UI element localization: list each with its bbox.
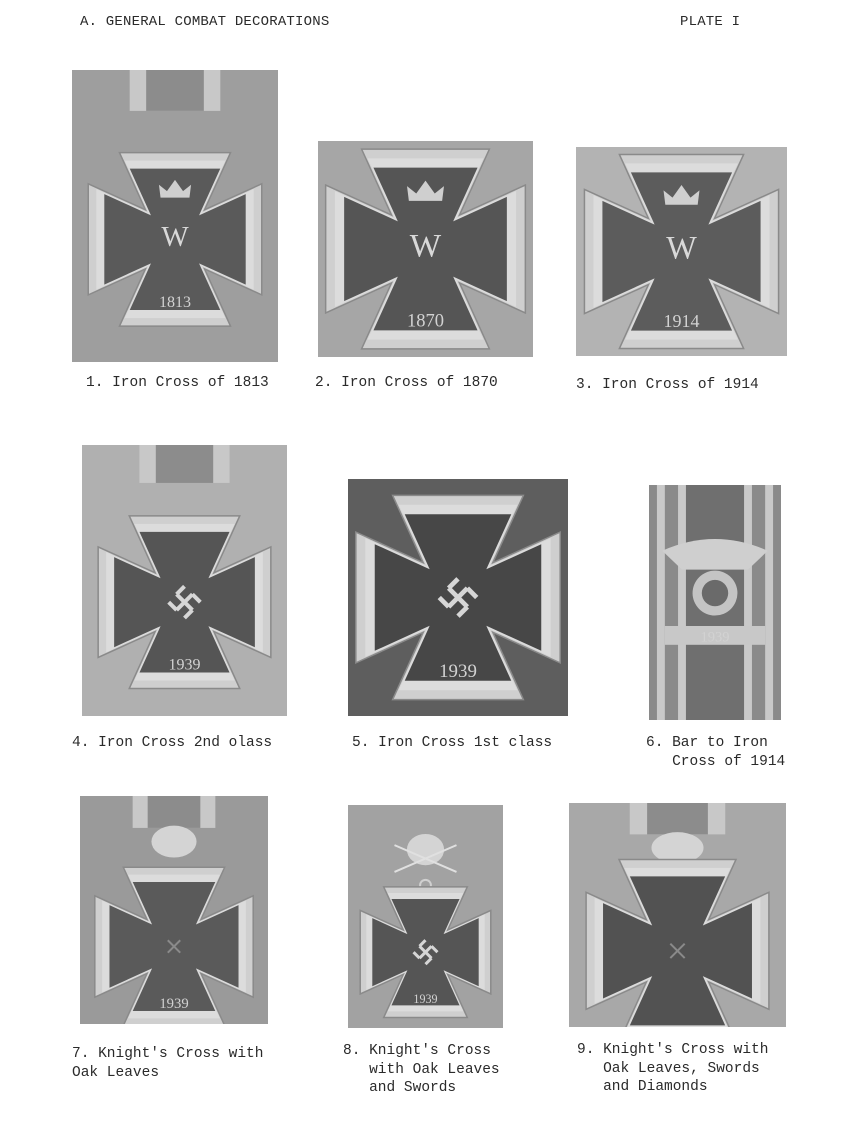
photo-knights-cross-oak-leaves-swords-diamonds bbox=[569, 803, 786, 1027]
photo-bar-to-iron-cross bbox=[649, 485, 781, 720]
year-mark: 1939 bbox=[700, 629, 730, 646]
oak-leaves-icon bbox=[151, 826, 196, 858]
caption-8: 8. Knight's Cross with Oak Leaves and Swords bbox=[343, 1043, 500, 1096]
photo-knights-cross-oak-leaves-swords bbox=[348, 805, 503, 1028]
year-mark: 1914 bbox=[663, 310, 700, 331]
caption-3: 3. Iron Cross of 1914 bbox=[576, 377, 759, 393]
photo-iron-cross-1st-class bbox=[348, 479, 568, 716]
caption-9: 9. Knight's Cross with Oak Leaves, Swords and Diamonds bbox=[577, 1042, 769, 1095]
caption-2: 2. Iron Cross of 1870 bbox=[315, 375, 498, 391]
year-mark: 1939 bbox=[159, 996, 189, 1013]
photo-knights-cross-oak-leaves bbox=[80, 796, 268, 1024]
caption-6: 6. Bar to Iron Cross of 1914 bbox=[646, 735, 786, 770]
section-title: A. GENERAL COMBAT DECORATIONS bbox=[80, 14, 330, 30]
year-mark: 1939 bbox=[168, 656, 201, 674]
year-mark: 1813 bbox=[158, 293, 192, 311]
svg-text:W: W bbox=[666, 229, 697, 266]
oak-leaves-icon bbox=[407, 834, 444, 865]
photo-iron-cross-2nd-class bbox=[82, 445, 287, 716]
year-mark: 1939 bbox=[413, 991, 438, 1006]
plate-number: PLATE I bbox=[680, 14, 741, 30]
caption-1: 1. Iron Cross of 1813 bbox=[86, 375, 269, 391]
photo-iron-cross-1870 bbox=[318, 141, 533, 357]
svg-text:W: W bbox=[409, 227, 442, 265]
year-mark: 1939 bbox=[439, 660, 477, 682]
year-mark: 1870 bbox=[407, 310, 444, 331]
caption-7: 7. Knight's Cross with Oak Leaves bbox=[72, 1046, 264, 1081]
svg-text:W: W bbox=[161, 220, 189, 253]
photo-iron-cross-1914 bbox=[576, 147, 787, 356]
caption-5: 5. Iron Cross 1st class bbox=[352, 735, 553, 751]
caption-4: 4. Iron Cross 2nd olass bbox=[72, 735, 273, 751]
photo-iron-cross-1813 bbox=[72, 70, 278, 362]
